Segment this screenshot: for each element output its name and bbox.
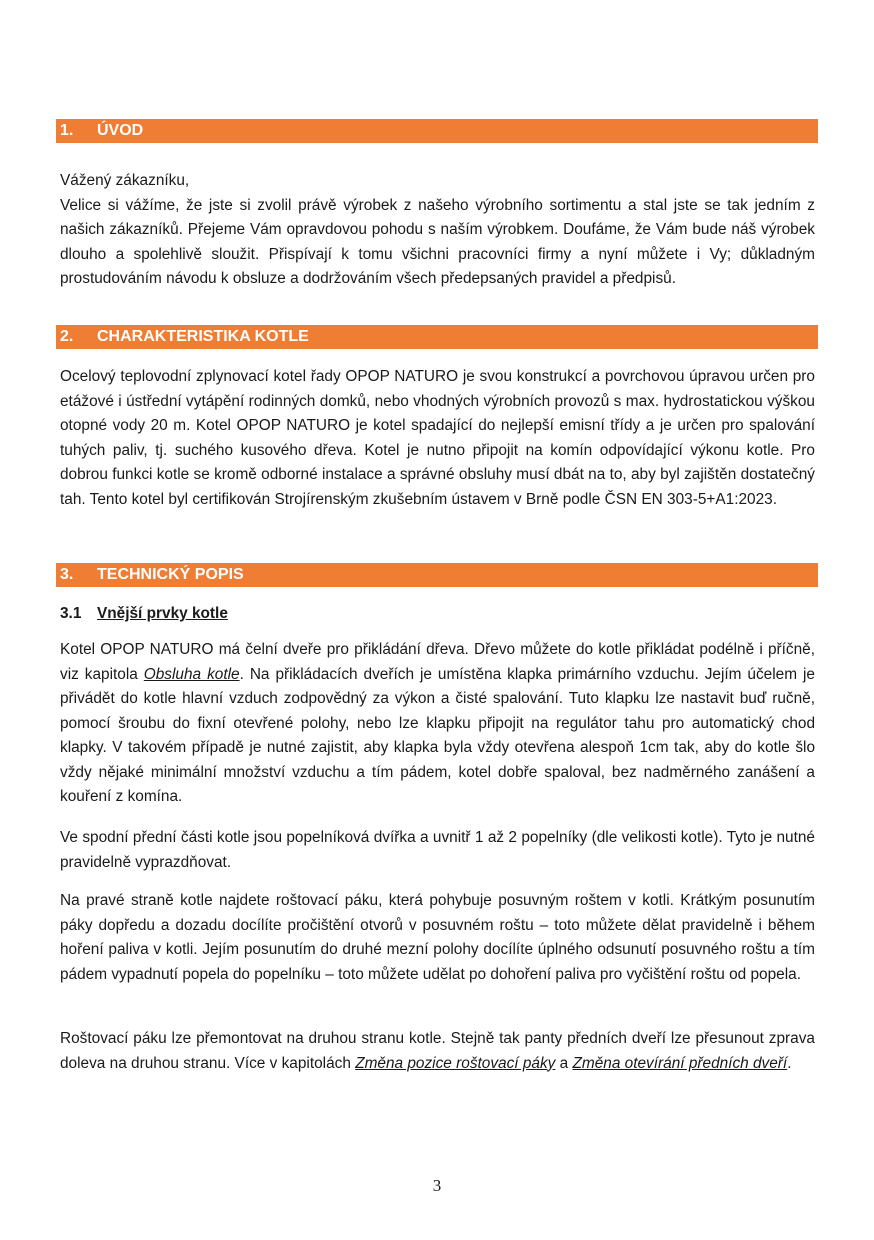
- p4-text-before: Roštovací páku lze přemontovat na druhou stranu kotle. Stejně tak panty předních dveří lze přesunout zprava doleva na druhou stranu. Více v kapitolách: [60, 1030, 815, 1072]
- section-heading-uvod: [56, 119, 818, 143]
- link-zmena-otevirani-prednich-dveri[interactable]: Změna otevírání předních dveří: [572, 1054, 788, 1072]
- paragraph-front-door: [60, 638, 815, 810]
- page-number: 3: [432, 1176, 442, 1195]
- characteristics-body: Ocelový teplovodní zplynovací kotel řady OPOP NATURO je svou konstrukcí a povrchovou úpravou určen pro etážové i ústřední vytápění rodinných domků, nebo vhodných výrobních provozů s max. hydrostatickou výškou otopné vody 20 m. Kotel OPOP NATURO je kotel spadající do nejlepší emisní třídy a je určen pro spalování tuhých paliv, tj. suchého kusového dřeva. Kotel je nutno připojit na komín odpovídající výkonu kotle. Pro dobrou funkci kotle se kromě odborné instalace a správné obsluhy musí dbát na to, aby byl zajištěn dostatečný tah. Tento kotel byl certifikován Strojírenským zkušebním ústavem v Brně podle ČSN EN 303-5+A1:2023.: [60, 368, 815, 508]
- p1-text-before: Kotel OPOP NATURO má čelní dveře pro přikládání dřeva. Dřevo můžete do kotle přikládat podélně i příčně, viz kapitola: [60, 641, 815, 683]
- paragraph-ash-door: [60, 826, 815, 875]
- section-number: 3.: [60, 566, 74, 583]
- link-obsluha-kotle[interactable]: Obsluha kotle: [143, 665, 240, 683]
- p3-text: Na pravé straně kotle najdete roštovací páku, která pohybuje posuvným roštem v kotli. Krátkým posunutím páky dopředu a dozadu docílíte pročištění otvorů v posuvném roštu – toto můžete dělat pravidelně i během hoření paliva v kotli. Jejím posunutím do druhé mezní polohy docílíte úplného odsunutí posuvného roštu a tím pádem vypadnutí popela do popelníku – toto můžete udělat po dohoření paliva pro vyčištění roštu od popela.: [60, 892, 815, 983]
- section-title: CHARAKTERISTIKA KOTLE: [97, 328, 309, 345]
- section-title: TECHNICKÝ POPIS: [97, 566, 244, 583]
- section-number: 2.: [60, 328, 74, 345]
- paragraph-grate-lever: [60, 889, 815, 987]
- p4-text-after: .: [787, 1054, 792, 1072]
- characteristics-paragraph: [60, 365, 815, 512]
- subsection-heading: [60, 602, 228, 626]
- intro-body: Velice si vážíme, že jste si zvolil právě výrobek z našeho výrobního sortimentu a stal jste se tak jedním z našich zákazníků. Přejeme Vám opravdovou pohodu s naším výrobkem. Doufáme, že Vám bude náš výrobek dlouho a spolehlivě sloužit. Přispívají k tomu všichni pracovníci firmy a nyní můžete i Vy; důkladným prostudováním návodu k obsluze a dodržováním všech předepsaných pravidel a předpisů.: [60, 196, 815, 287]
- section-title: ÚVOD: [97, 122, 144, 139]
- section-number: 1.: [60, 122, 74, 139]
- p4-text-middle: a: [555, 1054, 573, 1072]
- greeting: Vážený zákazníku,: [60, 172, 190, 189]
- section-heading-technicky-popis: [56, 563, 818, 587]
- p1-text-after: . Na přikládacích dveřích je umístěna klapka primárního vzduchu. Jejím účelem je přivádět do kotle hlavní vzduch zodpovědný za výkon a čisté spalování. Tuto klapku lze nastavit buď ručně, pomocí šroubu do fixní otevřené polohy, nebo lze klapku připojit na regulátor tahu pro automatický chod klapky. V takovém případě je nutné zajistit, aby klapka byla vždy otevřena alespoň 1cm tak, aby do kotle šlo vždy nějaké minimální množství vzduchu a tím pádem, kotel dobře spaloval, bez nadměrného zanášení a kouření z komína.: [60, 665, 815, 805]
- section-heading-charakteristika: [56, 325, 818, 349]
- subsection-number: 3.1: [60, 605, 82, 622]
- paragraph-relocation: [60, 1027, 815, 1076]
- subsection-title: Vnější prvky kotle: [97, 605, 228, 622]
- p2-text: Ve spodní přední části kotle jsou popelníková dvířka a uvnitř 1 až 2 popelníky (dle velikosti kotle). Tyto je nutné pravidelně vyprazdňovat.: [60, 829, 815, 871]
- intro-paragraph: [60, 169, 815, 292]
- link-zmena-pozice-rostovaci-paky[interactable]: Změna pozice roštovací páky: [355, 1054, 556, 1072]
